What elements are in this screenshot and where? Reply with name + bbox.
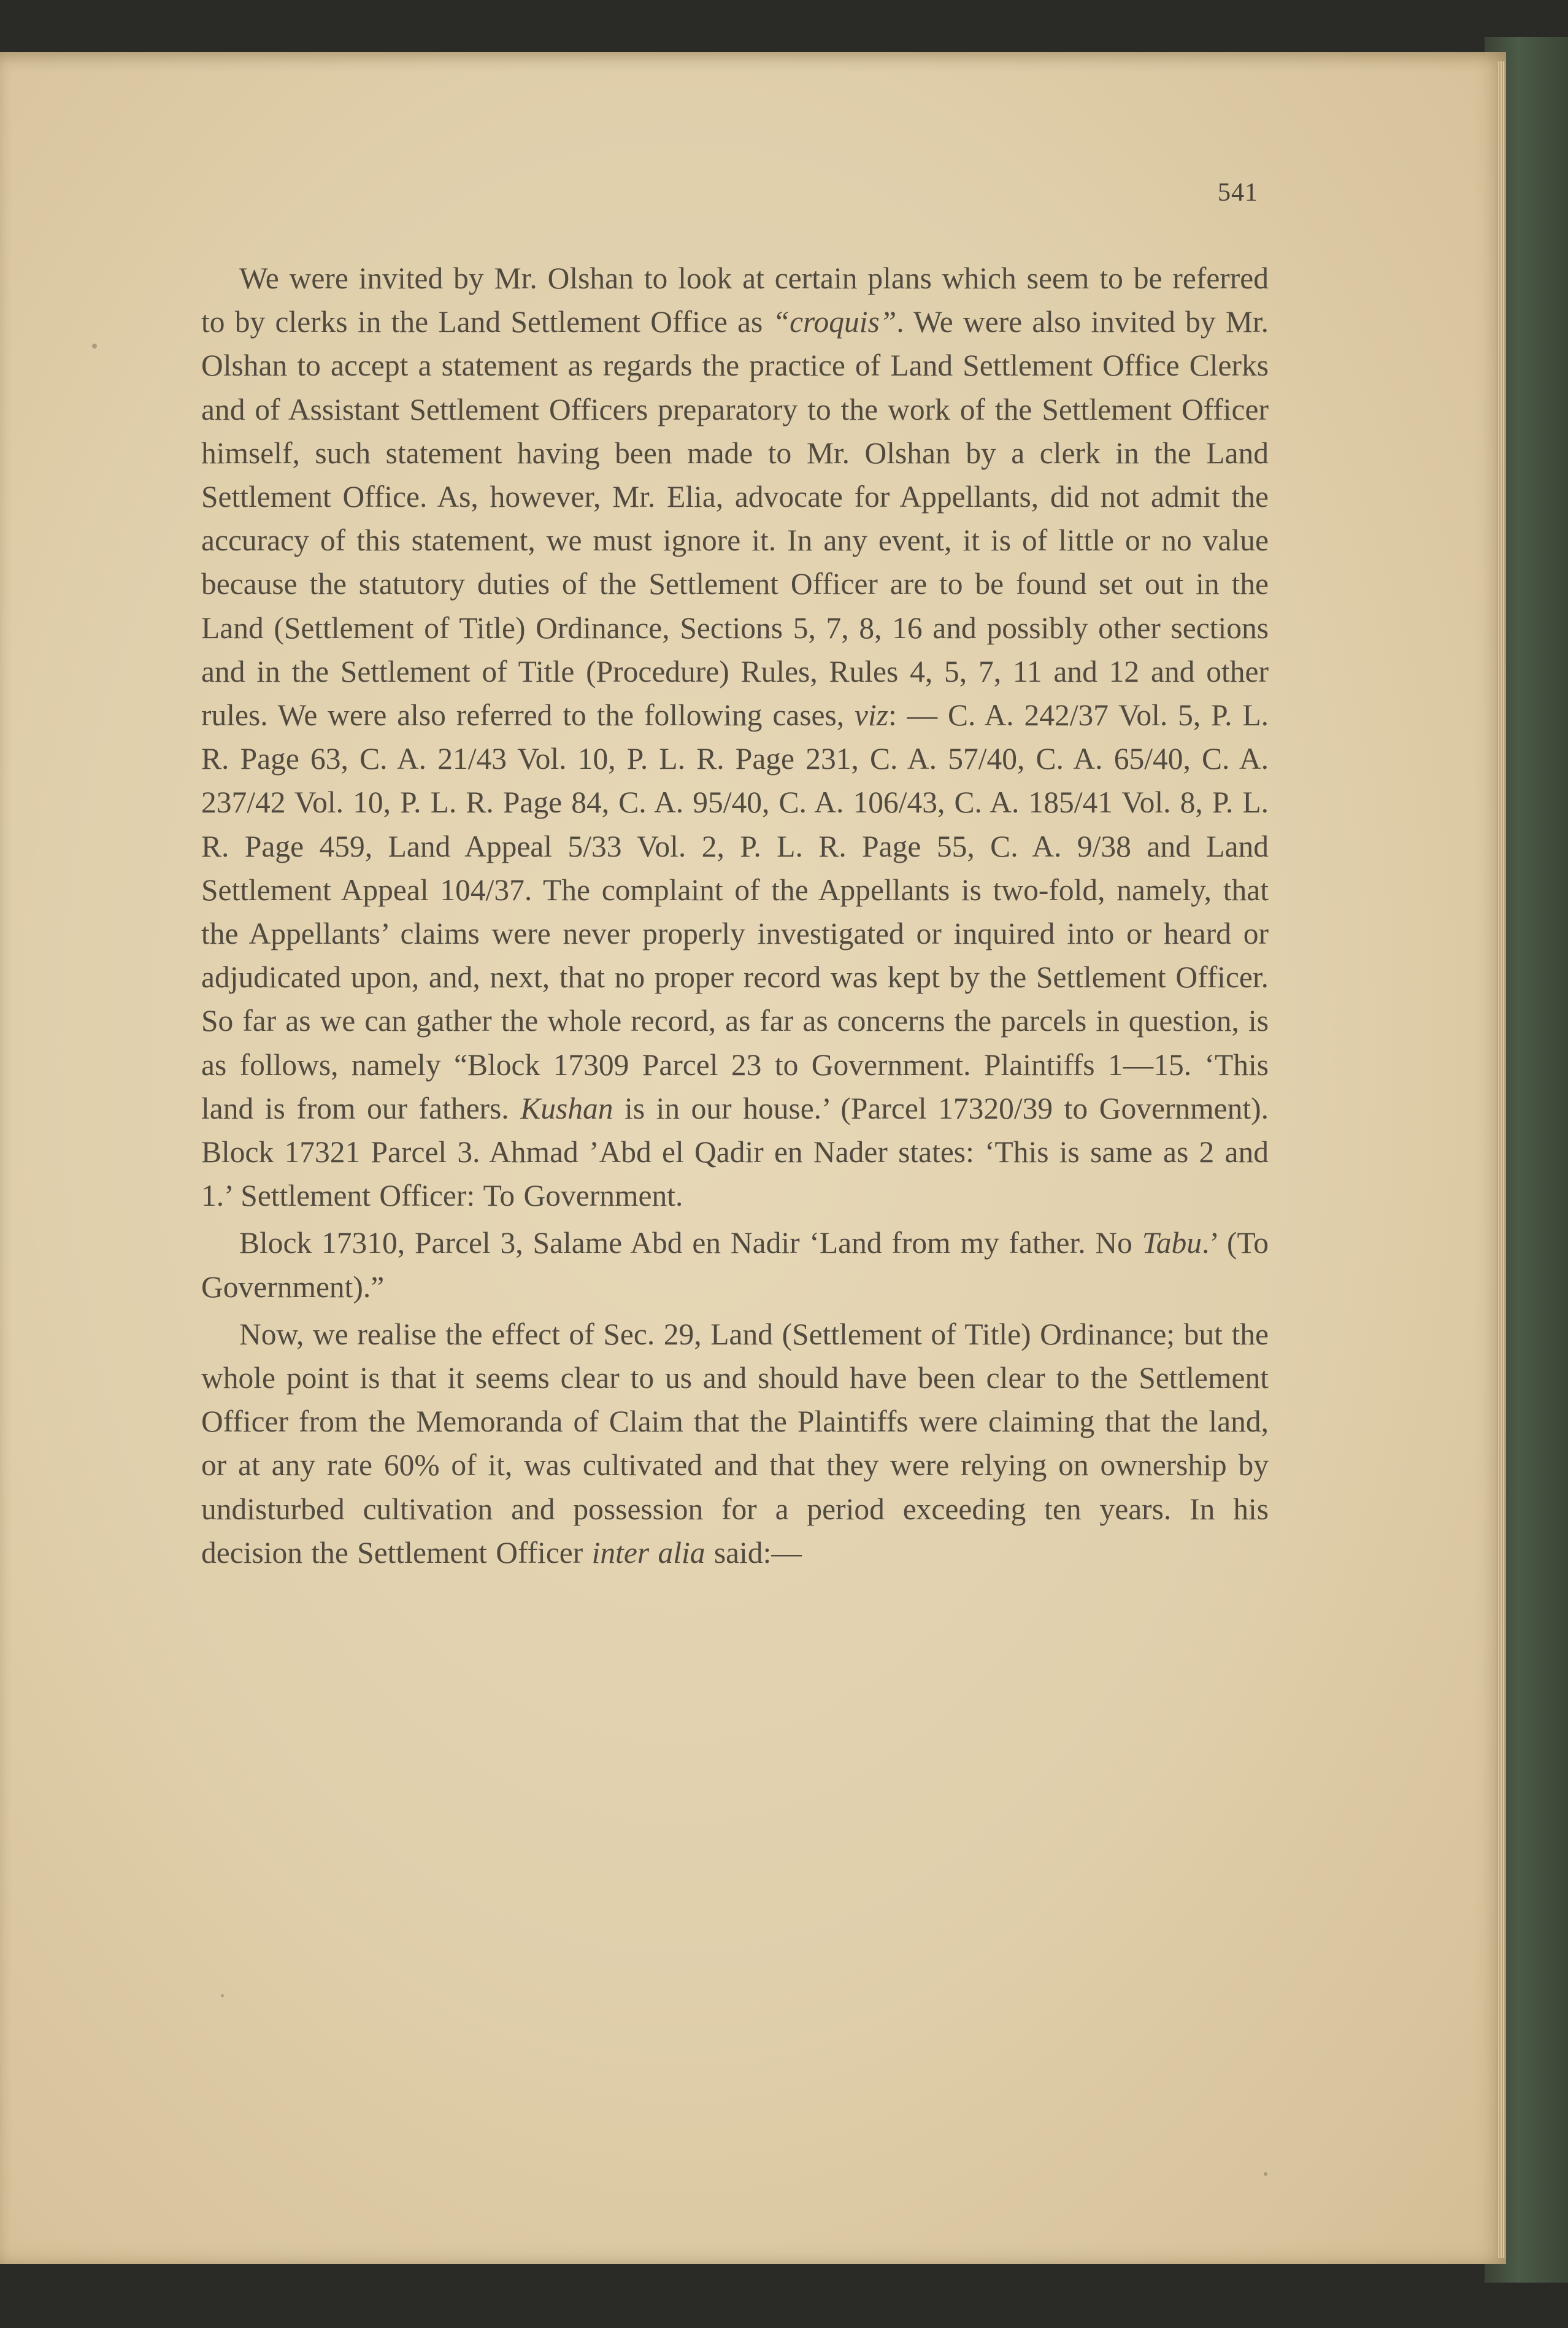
page-stack-edge [1497, 61, 1505, 2258]
body-text [201, 256, 1269, 1574]
paper-speck [1264, 2172, 1267, 2176]
paragraph-1: We were invited by Mr. Olshan to look at certain plans which seem to be referred to by clerks in the Land Settlement Office as “croquis”. We were also invited by Mr. Olshan to accept a statement as regards the practice of Land Settlement Office Clerks and of Assistant Settlement Officers preparatory to the work of the Settlement Officer himself, such statement having been made to Mr. Olshan by a clerk in the Land Settlement Office. As, however, Mr. Elia, advocate for Appellants, did not admit the accuracy of this statement, we must ignore it. In any event, it is of little or no value because the statutory duties of the Settlement Officer are to be found set out in the Land (Settlement of Title) Ordinance, Sections 5, 7, 8, 16 and possibly other sections and in the Settlement of Title (Procedure) Rules, Rules 4, 5, 7, 11 and 12 and other rules. We were also referred to the following cases, viz: — C. A. 242/37 Vol. 5, P. L. R. Page 63, C. A. 21/43 Vol. 10, P. L. R. Page 231, C. A. 57/40, C. A. 65/40, C. A. 237/42 Vol. 10, P. L. R. Page 84, C. A. 95/40, C. A. 106/43, C. A. 185/41 Vol. 8, P. L. R. Page 459, Land Appeal 5/33 Vol. 2, P. L. R. Page 55, C. A. 9/38 and Land Settlement Appeal 104/37. The complaint of the Appellants is two-fold, namely, that the Appellants’ claims were never properly investigated or inquired into or heard or adjudicated upon, and, next, that no proper record was kept by the Settlement Officer. So far as we can gather the whole record, as far as concerns the parcels in question, is as follows, namely “Block 17309 Parcel 23 to Government. Plaintiffs 1—15. ‘This land is from our fathers. Kushan is in our house.’ (Parcel 17320/39 to Government). Block 17321 Parcel 3. Ahmad ’Abd el Qadir en Nader states: ‘This is same as 2 and 1.’ Settlement Officer: To Government. [201, 261, 1269, 1213]
paper-speck [221, 1994, 224, 1997]
page-number: 541 [1218, 179, 1258, 207]
paragraph-2: Block 17310, Parcel 3, Salame Abd en Nadir ‘Land from my father. No Tabu.’ (To Government).” [201, 1226, 1269, 1304]
paragraph-3: Now, we realise the effect of Sec. 29, Land (Settlement of Title) Ordinance; but the whole point is that it seems clear to us and should have been clear to the Settlement Officer from the Memoranda of Claim that the Plaintiffs were claiming that the land, or at any rate 60% of it, was cultivated and that they were relying on ownership by undisturbed cultivation and possession for a period exceeding ten years. In his decision the Settlement Officer inter alia said:— [201, 1317, 1269, 1570]
paper-speck [92, 344, 97, 349]
